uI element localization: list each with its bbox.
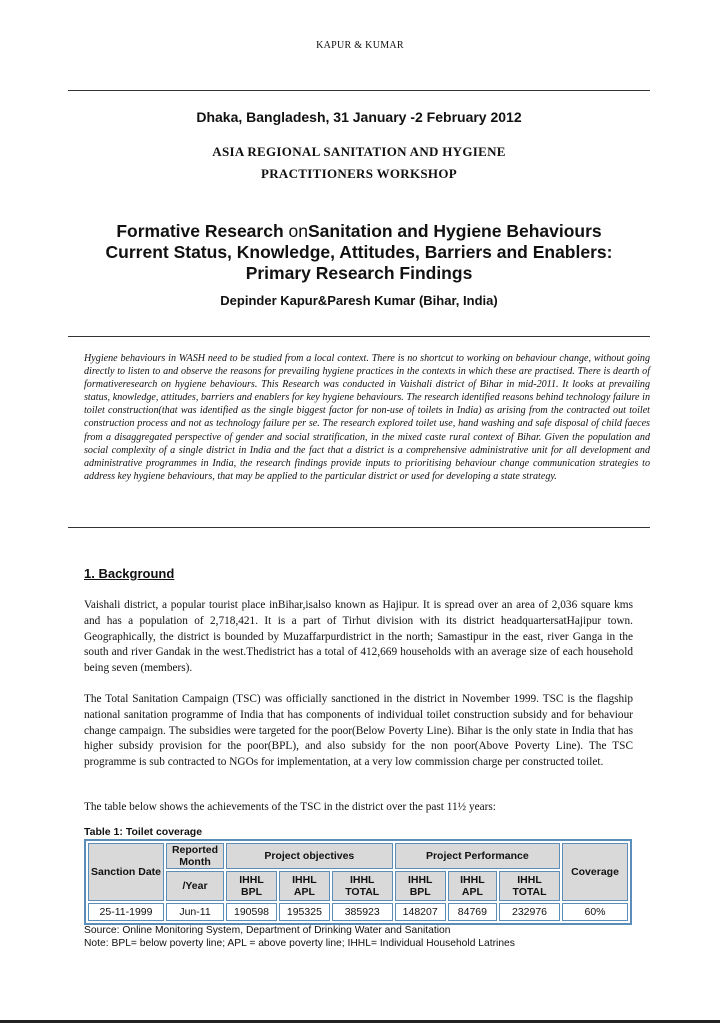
header-rule xyxy=(68,90,650,91)
header-perf-ihhl-bpl: IHHL BPL xyxy=(395,871,446,901)
abstract: Hygiene behaviours in WASH need to be studied from a local context. There is no shortcut to working on behaviour change, without going directly to listen to and observe the reasons for prevailing hygiene practices in the contexts in which these are practised. There is dearth of formativeresearch on hygiene behaviours. This Research was conducted in Vaishali district of Bihar in mid-2011. It looks at prevailing status, knowledge, attitudes, barriers and enablers for key hygiene behaviours. The research identified reasons behind technology failure in toilet construction(that was identified as the single biggest factor for non-use of toilets in India) as arising from the contracted out toilet construction process and not as technology failure per se. The research explored toilet use, hand washing and safe disposal of child faeces from a disaggregated perspective of gender and social stratification, in the mixed caste rural context of Bihar. Given the population and social complexity of a single district in India and the fact that a district is a comprehensive administrative unit for all development and administrative programmes in India, the research findings provide inputs to prioritising behaviour change communication strategies to address key hygiene behaviours, that may be applied to the particular district or used for developing a state strategy. xyxy=(84,353,650,482)
background-paragraph-2: The Total Sanitation Campaign (TSC) was officially sanctioned in the district in November 1999. TSC is the flagship national sanitation programme of India that has components of individual toilet construction subsidy and for behaviour change campaign. The subsidies were targeted for the poor(Below Poverty Line). Bihar is the only state in India that has higher subsidy provision for the poor(BPL), and also subsidy for the non poor(Above Poverty Line). The TSC programme is sub contracted to NGOs for implementation, at a very low commission charge per constructed toilet. xyxy=(84,693,633,769)
background-paragraph-3: The table below shows the achievements of the TSC in the district over the past 11½ years: xyxy=(84,801,496,813)
title-line3: Primary Research Findings xyxy=(245,263,473,283)
header-obj-ihhl-apl: IHHL APL xyxy=(279,871,330,901)
venue-line: Dhaka, Bangladesh, 31 January -2 February 2012 xyxy=(196,109,522,125)
table-header-row-2 xyxy=(88,871,628,901)
table-caption: Table 1: Toilet coverage xyxy=(84,826,203,838)
cell-coverage: 60% xyxy=(562,903,628,921)
header-perf-ihhl-apl: IHHL APL xyxy=(448,871,497,901)
title-line1: Formative Research onSanitation and Hygiene Behaviours xyxy=(116,221,602,241)
table-note: Note: BPL= below poverty line; APL = above poverty line; IHHL= Individual Household Latrines xyxy=(84,938,515,949)
workshop-title-line1: ASIA REGIONAL SANITATION AND HYGIENE xyxy=(212,144,506,159)
running-head: KAPUR & KUMAR xyxy=(316,40,404,51)
cell-sanction-date: 25-11-1999 xyxy=(88,903,164,921)
title-line2: Current Status, Knowledge, Attitudes, Barriers and Enablers: xyxy=(105,242,613,262)
cell-obj-apl: 195325 xyxy=(279,903,330,921)
cell-perf-total: 232976 xyxy=(499,903,560,921)
cell-perf-bpl: 148207 xyxy=(395,903,446,921)
cell-perf-apl: 84769 xyxy=(448,903,497,921)
header-project-performance: Project Performance xyxy=(395,843,560,869)
abstract-top-rule xyxy=(68,336,650,337)
cell-obj-total: 385923 xyxy=(332,903,393,921)
cell-reported: Jun-11 xyxy=(166,903,224,921)
table-source: Source: Online Monitoring System, Department of Drinking Water and Sanitation xyxy=(84,925,451,936)
section-heading: 1. Background xyxy=(84,566,175,581)
paper-title xyxy=(68,221,650,284)
table-header-row-1 xyxy=(88,843,628,869)
authors: Depinder Kapur&Paresh Kumar (Bihar, India) xyxy=(220,293,498,308)
background-paragraph-1: Vaishali district, a popular tourist place inBihar,isalso known as Hajipur. It is spread over an area of 2,036 square kms and has a population of 2,718,421. It is a part of Tirhut division with its district headquartersatHajipur town. Geographically, the district is bounded by Muzaffarpurdistrict in the north; Samastipur in the east, river Ganga in the south and river Gandak in the west.Thedistrict has a total of 412,669 households with an average size of each household being seven (members). xyxy=(84,599,633,675)
header-reported-year: /Year xyxy=(166,871,224,901)
abstract-bottom-rule xyxy=(68,527,650,528)
header-reported-month: Reported Month xyxy=(166,843,224,869)
header-project-objectives: Project objectives xyxy=(226,843,393,869)
header-perf-ihhl-total: IHHL TOTAL xyxy=(499,871,560,901)
workshop-title-line2: PRACTITIONERS WORKSHOP xyxy=(261,166,457,181)
cell-obj-bpl: 190598 xyxy=(226,903,277,921)
header-sanction-date: Sanction Date xyxy=(88,843,164,901)
table-row xyxy=(88,903,628,921)
header-coverage: Coverage xyxy=(562,843,628,901)
toilet-coverage-table xyxy=(84,839,632,925)
header-obj-ihhl-total: IHHL TOTAL xyxy=(332,871,393,901)
header-obj-ihhl-bpl: IHHL BPL xyxy=(226,871,277,901)
